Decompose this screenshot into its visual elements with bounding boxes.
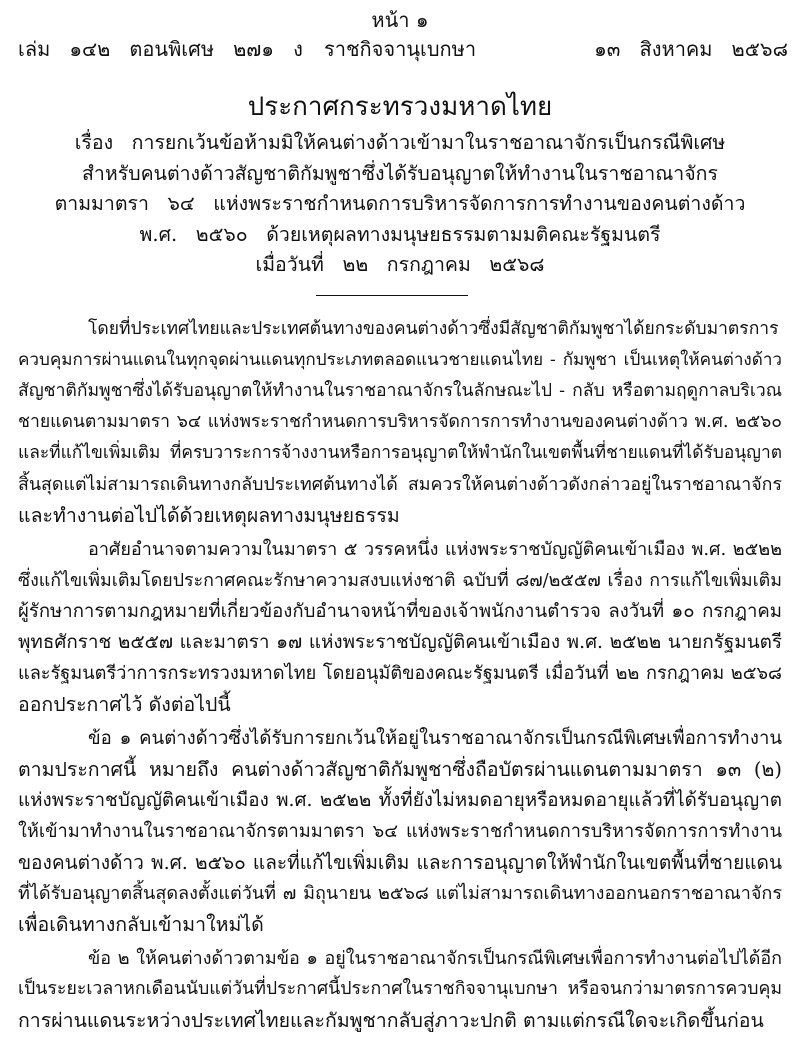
text-line: การผ่านแดนระหว่างประเทศไทยและกัมพูชากลับสู่ภาวะปกติ ตามแต่กรณีใดจะเกิดขึ้นก่อน (18, 1009, 764, 1032)
text-line: ข้อ ๒ ให้คนต่างด้าวตามข้อ ๑ อยู่ในราชอาณาจักรเป็นกรณีพิเศษเพื่อการทำงานต่อไปได้อีก (88, 948, 782, 969)
text-line: ข้อ ๑ คนต่างด้าวซึ่งได้รับการยกเว้นให้อยู่ในราชอาณาจักรเป็นกรณีพิเศษเพื่อการทำงาน (88, 728, 782, 749)
text-line: ควบคุมการผ่านแดนในทุกจุดผ่านแดนทุกประเภทตลอดแนวชายแดนไทย - กัมพูชา เป็นเหตุให้คนต่างด้าว (18, 350, 782, 370)
text-line: พุทธศักราช ๒๕๕๗ และมาตรา ๑๗ แห่งพระราชบัญญัติคนเข้าเมือง พ.ศ. ๒๕๒๒ นายกรัฐมนตรี (18, 631, 782, 653)
text-line: สิ้นสุดแต่ไม่สามารถเดินทางกลับประเทศต้นทางได้ สมควรให้คนต่างด้าวดังกล่าวอยู่ในราชอาณาจักร (18, 474, 782, 495)
text-line: และที่แก้ไขเพิ่มเติม ที่ครบวาระการจ้างงานหรือการอนุญาตให้พำนักในเขตพื้นที่ชายแดนที่ได้รับอนุญาต (18, 443, 782, 463)
authority-paragraph (18, 534, 782, 720)
text-line: โดยที่ประเทศไทยและประเทศต้นทางของคนต่างด้าวซึ่งมีสัญชาติกัมพูชาได้ยกระดับมาตรการ (88, 319, 779, 339)
gazette-name: ราชกิจจานุเบกษา (324, 37, 477, 61)
text-line: อาศัยอำนาจตามความในมาตรา ๕ วรรคหนึ่ง แห่งพระราชบัญญัติคนเข้าเมือง พ.ศ. ๒๕๒๒ (88, 539, 782, 560)
announcement-title: ประกาศกระทรวงมหาดไทย (247, 92, 553, 122)
subject-line: เมื่อวันที่ ๒๒ กรกฎาคม ๒๕๖๘ (255, 253, 545, 276)
text-line: ชายแดนตามมาตรา ๖๔ แห่งพระราชกำหนดการบริหารจัดการการทำงานของคนต่างด้าว พ.ศ. ๒๕๖๐ (18, 412, 782, 432)
text-line: ที่ได้รับอนุญาตสิ้นสุดลงตั้งแต่วันที่ ๗ มิถุนายน ๒๕๖๘ แต่ไม่สามารถเดินทางออกนอกราชอาณาจักร (18, 883, 782, 904)
text-line: และรัฐมนตรีว่าการกระทรวงมหาดไทย โดยอนุมัติของคณะรัฐมนตรี เมื่อวันที่ ๒๒ กรกฎาคม ๒๕๖๘ (18, 663, 782, 684)
page-number: หน้า ๑ (371, 8, 429, 32)
text-line: ออกประกาศไว้ ดังต่อไปนี้ (18, 693, 231, 716)
text-line: ของคนต่างด้าว พ.ศ. ๒๕๖๐ และที่แก้ไขเพิ่มเติม และการอนุญาตให้พำนักในเขตพื้นที่ชายแดน (18, 851, 782, 874)
clause-1-paragraph (18, 723, 782, 940)
gazette-volume: เล่ม ๑๔๒ ตอนพิเศษ ๒๗๑ ง (18, 37, 303, 61)
gazette-date: ๑๓ สิงหาคม ๒๕๖๘ (594, 37, 788, 61)
preamble-paragraph (18, 314, 782, 531)
text-line: ให้เข้ามาทำงานในราชอาณาจักรตามมาตรา ๖๔ แห่งพระราชกำหนดการบริหารจัดการการทำงาน (18, 821, 782, 842)
text-line: ซึ่งแก้ไขเพิ่มเติมโดยประกาศคณะรักษาความสงบแห่งชาติ ฉบับที่ ๘๗/๒๕๕๗ เรื่อง การแก้ไขเพิ่มเติม (18, 570, 782, 591)
text-line: และทำงานต่อไปได้ด้วยเหตุผลทางมนุษยธรรม (18, 504, 400, 527)
subject-line: สำหรับคนต่างด้าวสัญชาติกัมพูชาซึ่งได้รับอนุญาตให้ทำงานในราชอาณาจักร (82, 161, 718, 185)
text-line: สัญชาติกัมพูชาซึ่งได้รับอนุญาตให้ทำงานในราชอาณาจักรในลักษณะไป - กลับ หรือตามฤดูกาลบริเวณ (18, 381, 782, 401)
announcement-subject (0, 128, 800, 281)
subject-line: ตามมาตรา ๖๔ แห่งพระราชกำหนดการบริหารจัดการการทำงานของคนต่างด้าว (54, 192, 746, 215)
subject-line: เรื่อง การยกเว้นข้อห้ามมิให้คนต่างด้าวเข้ามาในราชอาณาจักรเป็นกรณีพิเศษ (74, 131, 726, 154)
text-line: เพื่อเดินทางกลับเข้ามาใหม่ได้ (18, 913, 264, 936)
subject-line: พ.ศ. ๒๕๖๐ ด้วยเหตุผลทางมนุษยธรรมตามมติคณะรัฐมนตรี (139, 222, 661, 246)
announcement-body (18, 314, 782, 1039)
text-line: ตามประกาศนี้ หมายถึง คนต่างด้าวสัญชาติกัมพูชาซึ่งถือบัตรผ่านแดนตามมาตรา ๑๓ (๒) (18, 758, 782, 781)
clause-2-paragraph (18, 943, 782, 1036)
text-line: เป็นระยะเวลาหกเดือนนับแต่วันที่ประกาศนี้ประกาศในราชกิจจานุเบกษา หรือจนกว่ามาตรการควบคุม (18, 979, 782, 999)
text-line: แห่งพระราชบัญญัติคนเข้าเมือง พ.ศ. ๒๕๒๒ ทั้งที่ยังไม่หมดอายุหรือหมดอายุแล้วที่ได้รับอนุญาต (18, 790, 782, 811)
text-line: ผู้รักษาการตามกฎหมายที่เกี่ยวข้องกับอำนาจหน้าที่ของเจ้าพนักงานตำรวจ ลงวันที่ ๑๐ กรกฎาคม (18, 601, 782, 622)
title-divider (316, 295, 468, 296)
gazette-header-line (18, 34, 788, 64)
